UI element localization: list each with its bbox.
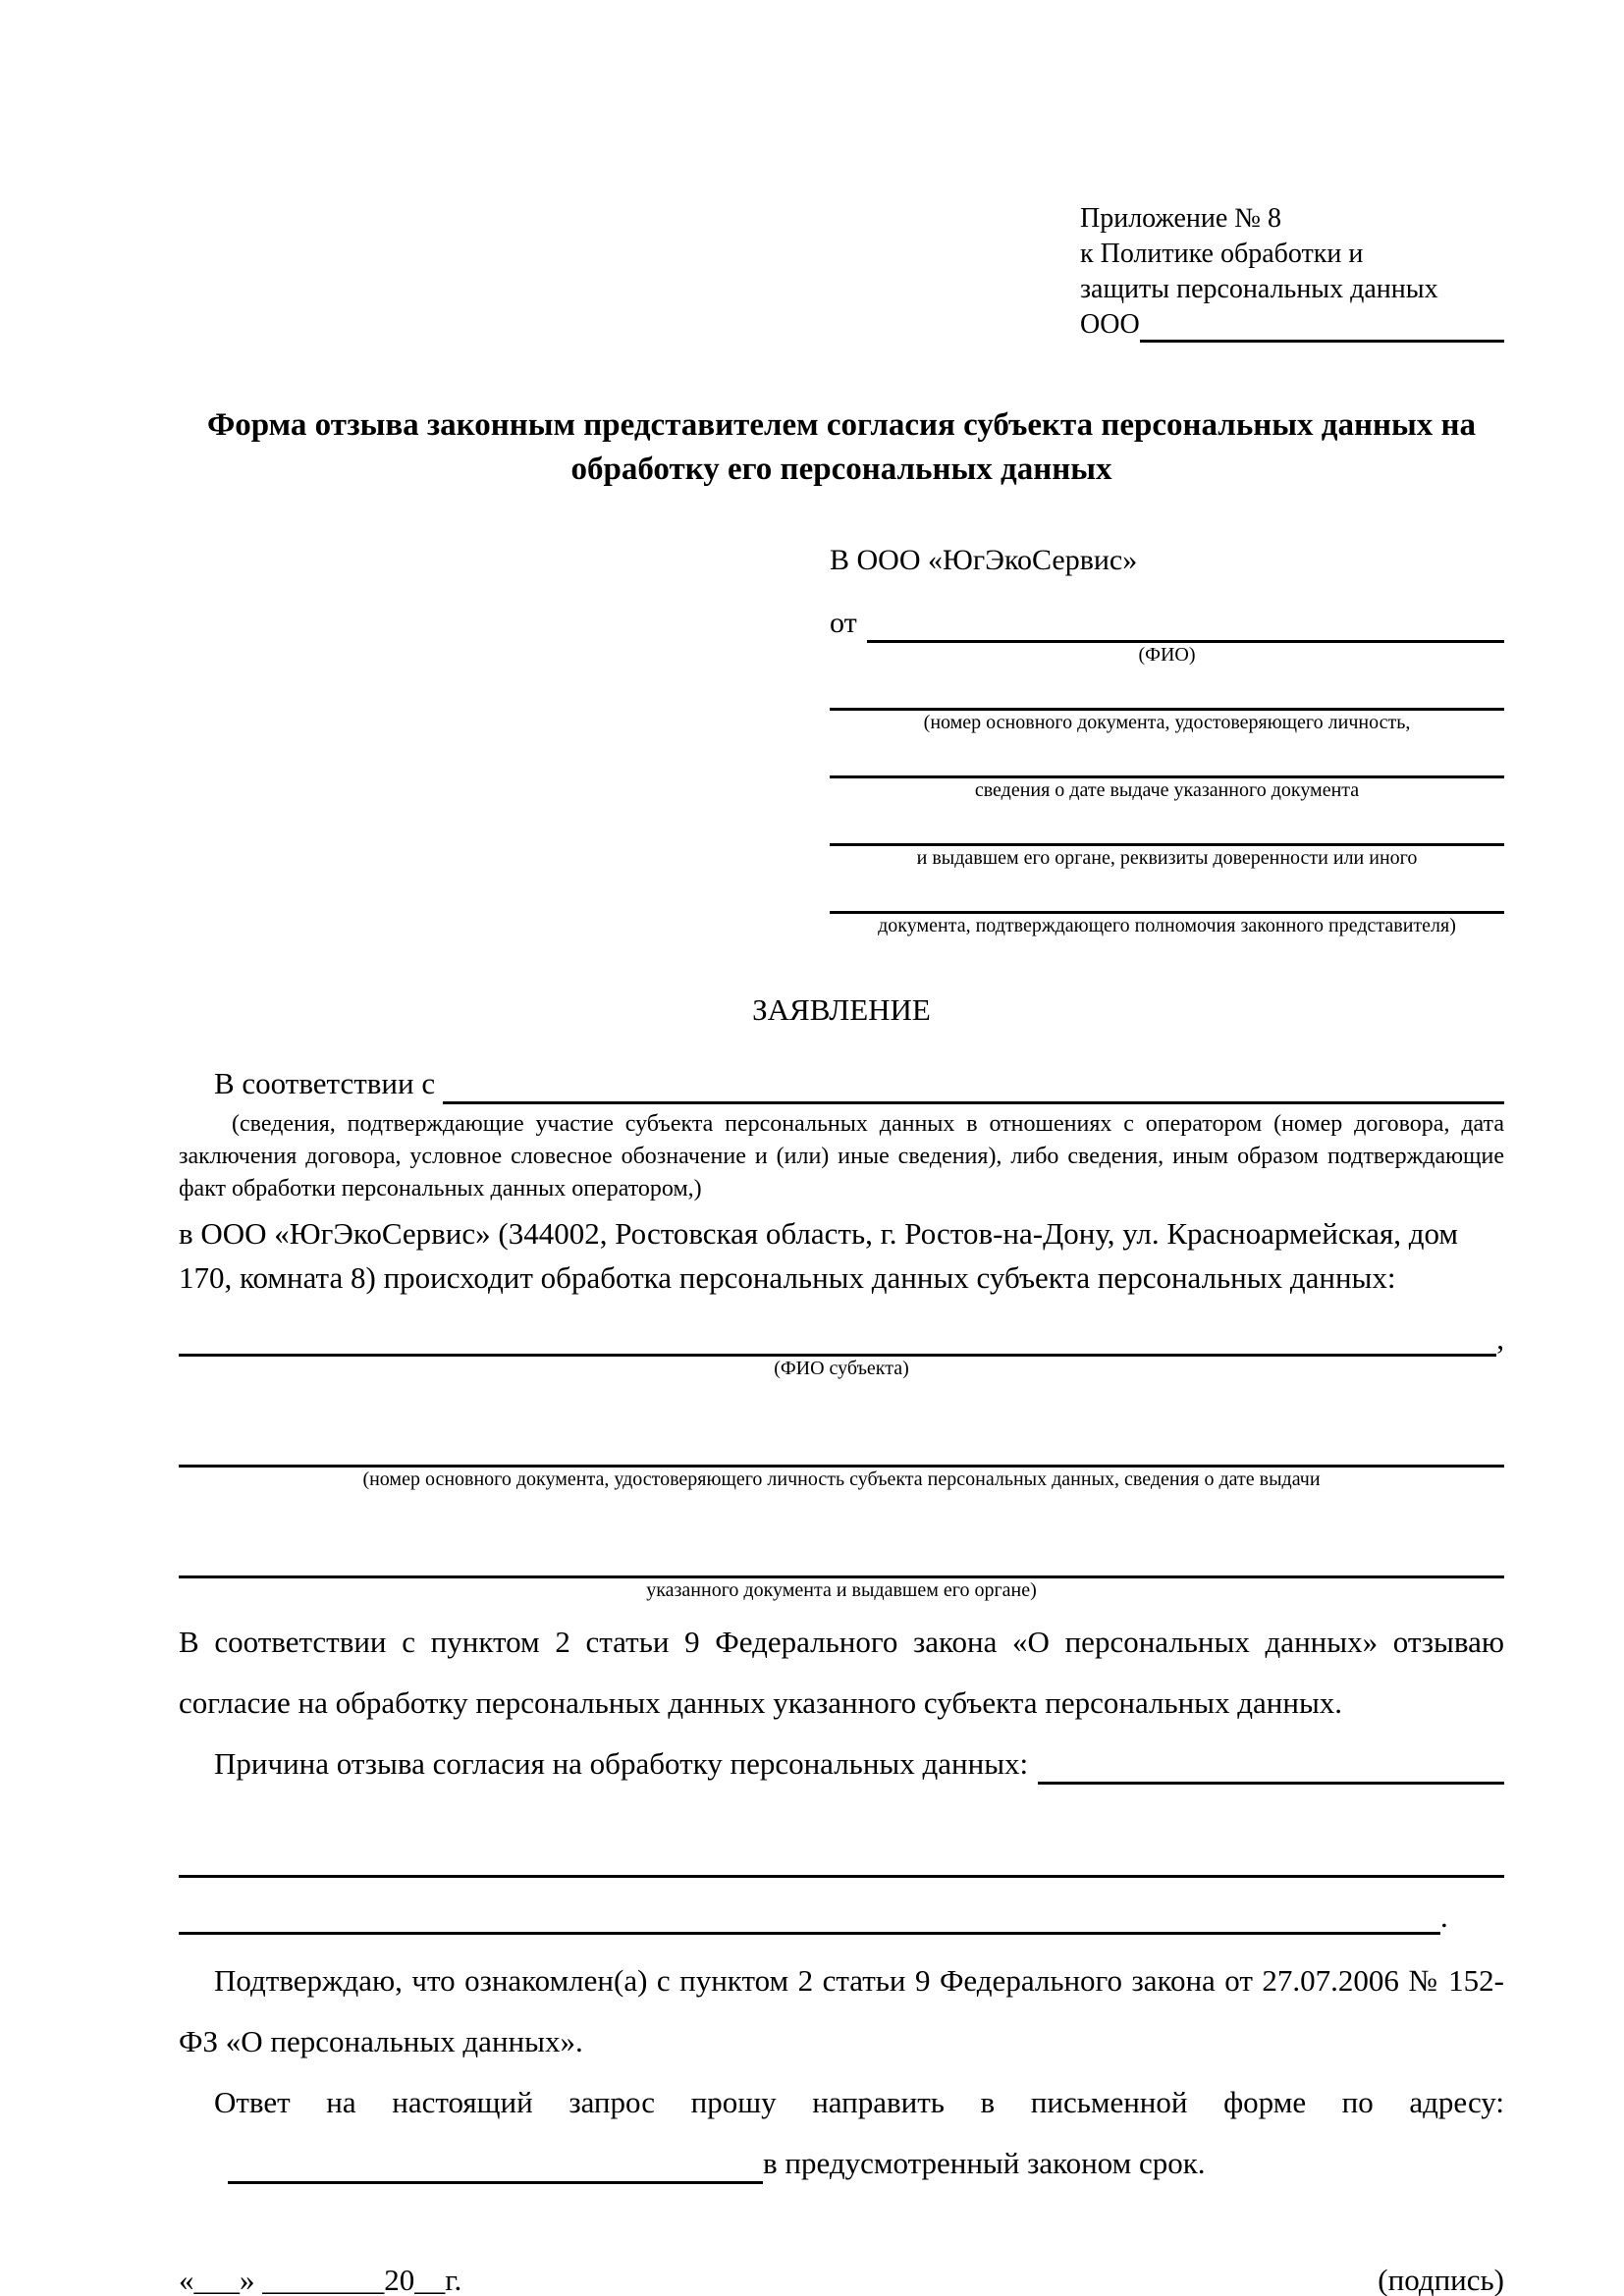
fio-subject-caption: (ФИО субъекта) xyxy=(774,1358,909,1379)
reason-label: Причина отзыва согласия на обработку персональных данных: xyxy=(214,1746,1029,1781)
trailing-comma: , xyxy=(1496,1321,1504,1356)
in-accordance-row xyxy=(179,1063,1504,1104)
term-text: в предусмотренный законом срок. xyxy=(763,2146,1206,2180)
fio-caption: (ФИО) xyxy=(1138,644,1196,666)
subject-doc-caption-line2: указанного документа и выдавшем его органе) xyxy=(646,1579,1037,1601)
addressee-to: В ООО «ЮгЭкоСервис» xyxy=(830,544,1138,576)
reason-row xyxy=(179,1743,1504,1785)
signature-blank-line xyxy=(973,2268,1378,2296)
address-blank-line xyxy=(228,2152,763,2184)
appendix-header xyxy=(1080,201,1504,343)
company-name-blank-line xyxy=(1140,310,1504,343)
signature-caption: (подпись) xyxy=(1378,2263,1504,2296)
doc-number-caption: (номер основного документа, удостоверяющего личность, xyxy=(923,712,1411,733)
blank-line xyxy=(830,870,1504,914)
blank-line xyxy=(830,734,1504,778)
blank-line xyxy=(830,667,1504,711)
company-name-row xyxy=(1080,307,1504,343)
subject-doc-caption-line1: (номер основного документа, удостоверяющего личность субъекта персональных данных, сведения о дате выдачи xyxy=(362,1468,1321,1490)
operator-paragraph: в ООО «ЮгЭкоСервис» (344002, Ростовская область, г. Ростов-на-Дону, ул. Красноармейская, дом 170, комната 8) происходит обработка персональных данных субъекта персональных данных: xyxy=(179,1216,1459,1295)
trailing-period: . xyxy=(1440,1899,1448,1934)
blank-line xyxy=(179,1902,1440,1935)
doc-authority-caption: и выдавшем его органе, реквизиты доверенности или иного xyxy=(916,847,1418,869)
from-row xyxy=(830,604,1504,643)
company-prefix: ООО xyxy=(1080,309,1140,340)
reason-end-row xyxy=(179,1899,1504,1935)
representative-caption: документа, подтверждающего полномочия законного представителя) xyxy=(878,915,1456,936)
answer-paragraph: Ответ на настоящий запрос прошу направить в письменной форме по адресу: xyxy=(214,2085,1504,2119)
fio-subject-row xyxy=(179,1321,1504,1357)
confirm-paragraph: Подтверждаю, что ознакомлен(а) с пунктом 2 статьи 9 Федерального закона от 27.07.2006 № 152-ФЗ «О персональных данных». xyxy=(179,1963,1504,2058)
blank-line xyxy=(179,1534,1504,1578)
statement-heading: ЗАЯВЛЕНИЕ xyxy=(752,992,931,1027)
footer-row xyxy=(179,2261,1504,2296)
addressee-block xyxy=(830,541,1504,937)
blank-line xyxy=(179,1834,1504,1878)
blank-line xyxy=(830,802,1504,846)
doc-issue-date-caption: сведения о дате выдаче указанного документа xyxy=(974,779,1360,801)
document-title: Форма отзыва законным представителем согласия субъекта персональных данных на обработку его персональных данных xyxy=(206,407,1477,487)
relations-footnote: (сведения, подтверждающие участие субъекта персональных данных в отношениях с оператором (номер договора, дата заключения договора, условное словесное обозначение и (или) иные сведения), либо сведения, иным образом подтверждающие факт обработки персональных данных оператором,) xyxy=(179,1111,1504,1201)
appendix-policy-line2: защиты персональных данных xyxy=(1080,274,1438,304)
date-blank: «___» ________20__г. xyxy=(179,2263,462,2296)
address-row xyxy=(179,2143,1504,2184)
from-label: от xyxy=(830,607,857,639)
appendix-policy-line: к Политике обработки и xyxy=(1080,239,1364,269)
from-blank-line xyxy=(867,611,1504,643)
signature-group xyxy=(973,2261,1504,2296)
in-accordance-label: В соответствии с xyxy=(214,1066,436,1100)
in-accordance-blank-line xyxy=(443,1072,1504,1104)
withdraw-paragraph: В соответствии с пунктом 2 статьи 9 Федерального закона «О персональных данных» отзываю согласие на обработку персональных данных указанного субъекта персональных данных. xyxy=(179,1625,1504,1720)
fio-subject-blank-line xyxy=(179,1324,1496,1357)
reason-blank-line xyxy=(1038,1752,1504,1785)
blank-line xyxy=(179,1423,1504,1468)
appendix-number: Приложение № 8 xyxy=(1080,203,1281,234)
